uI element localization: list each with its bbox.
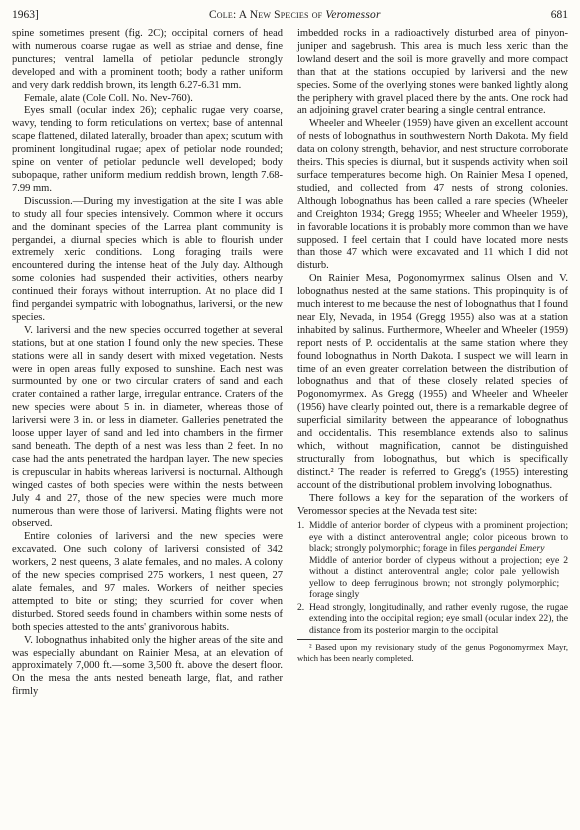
paragraph: V. lobognathus inhabited only the higher areas of the site and was especially abundant on Rainier Mesa, at an elevation of approximately 7,000 ft.—some 3,500 ft. above the desert floor. On the mesa the ants nested beneath large, flat, and rather firmly: [12, 634, 283, 698]
key-result: 2: [563, 554, 568, 566]
left-column: [12, 28, 283, 699]
header-title-prefix: Cole: A New Species of: [208, 9, 326, 21]
paragraph: spine sometimes present (fig. 2C); occipital corners of head with numerous coarse rugae as well as striae and dense, fine punctures; ventral lamella of petiolar peduncle strongly developed and with a prominent tooth; body a rather uniform and very dark reddish brown, its length 6.27-6.31 mm.: [12, 28, 283, 91]
header-title: [209, 8, 381, 22]
right-column: [297, 28, 568, 699]
paragraph: Entire colonies of lariversi and the new species were excavated. One such colony of lariversi consisted of 342 workers, 2 nest queens, 3 alate females, and no males. A colony of the new species comprised 275 workers, 1 nest queen, 27 alate females, and 97 males. Workers of neither species attempted to bite or sting; they scurried for cover when disturbed. Stored seeds found in chambers within some nests of both species attested to the ants' granivorous habits.: [12, 531, 283, 633]
paragraph: Wheeler and Wheeler (1959) have given an excellent account of nests of lobognathus in southwestern North Dakota. My field data on colony strength, behavior, and nest structure corroborate theirs. This species is diurnal, but it suspends activity when soil surface temperatures become high. On Rainier Mesa I opened, studied, and collected from 47 nests of strong colonies. Although lobognathus has been called a rare species (Wheeler and Creighton 1934; Gregg 1955; Wheeler and Wheeler 1959), in favorable locations it is probably more common than we have supposed. I feel certain that I could have located more nests than those 47 which were excavated and 11 which I did not disturb.: [297, 118, 568, 272]
paragraph: Discussion.—During my investigation at the site I was able to study all four species intensively. Common where it occurs and the dominant species of the Larrea plant community is pergandei, a diurnal species which is able to flourish under extremely xeric conditions. Long foraging trails were encountered during the intense heat of the July day. Although some colonies had suspended their activities, others nearby continued their forays without interruption. At no place did I find pergandei sympatric with lobognathus, lariversi, or the new species.: [12, 195, 283, 323]
header-year: 1963]: [12, 9, 39, 21]
key-result: pergandei Emery: [478, 543, 545, 555]
key-number: 2.: [297, 601, 305, 613]
key-lead-text: Middle of anterior border of clypeus without a projection; eye without a distinct anteroventral angle; color pale yellowish yellow to deep ferruginous brown; not strongly polymorphic; forage singly: [309, 554, 560, 601]
key-lead-b: [309, 555, 568, 601]
running-header: [12, 8, 568, 28]
footnote-rule: [297, 639, 357, 640]
paragraph: imbedded rocks in a radioactively disturbed area of pinyon-juniper and sagebrush. This area is much less xeric than the lowland desert and the soil is more gravelly and more compact than that at the stations occupied by lariversi and the new species. Some of the overlying stones were banked lightly along the periphery with gravel placed there by the ants. One rock had an adjoining gravel crater bearing a single central entrance.: [297, 28, 568, 117]
species-key: [297, 520, 568, 636]
paragraph: Eyes small (ocular index 26); cephalic rugae very coarse, wavy, tending to form reticulations on vertex; base of antennal scape flattened, dilated laterally, broader than apex; scutum with prominent longitudinal rugae; apex of petiolar node rounded; spine on venter of petiolar peduncle well developed; body subopaque, rather uniform medium reddish brown, length 7.68-7.99 mm.: [12, 105, 283, 194]
key-couplet-body: [309, 520, 568, 601]
key-couplet-1: [297, 520, 568, 601]
key-couplet-2: [297, 602, 568, 637]
key-lead-text: Middle of anterior border of clypeus with a prominent projection; eye with a distinct anteroventral angle; color piceous brown to black; strongly polymorphic; forage in files: [309, 520, 568, 555]
two-column-body: [12, 28, 568, 699]
paragraph: There follows a key for the separation of the workers of Veromessor species at the Nevada test site:: [297, 492, 568, 517]
header-title-genus: Veromessor: [325, 9, 381, 21]
key-lead-text: Head strongly, longitudinally, and rather evenly rugose, the rugae extending into the occipital region; eye small (ocular index 22), the distance from its posterior margin to the occipital: [309, 601, 568, 636]
key-lead-a: [309, 520, 568, 555]
page-number: 681: [550, 9, 568, 21]
paragraph: Female, alate (Cole Coll. No. Nev-760).: [24, 92, 193, 104]
key-number: 1.: [297, 520, 305, 532]
paragraph: V. lariversi and the new species occurred together at several stations, but at one station I found only the new species. These stations were all in sandy desert with mixed vegetation. Nests were in open areas fully exposed to sunshine. Each nest was surmounted by one or two circular craters of sand and each crater contained a rather large, irregular entrance. Craters of the new species were about 5 in. in diameter, whereas those of lariversi were 3 in. or less in diameter. Galleries penetrated the loose upper layer of sand and led into chambers in the firmer sand beneath. The depth of a nest was less than 2 feet. In no case had the ants penetrated the hardpan layer. The new species is crepuscular in habits whereas lariversi is nocturnal. Although winged castes of both species were within the nests between July 4 and 27, those of the new species were much more numerous than were those of lariversi. Mating flights were not observed.: [12, 324, 283, 530]
paragraph: On Rainier Mesa, Pogonomyrmex salinus Olsen and V. lobognathus nested at the same stations. This propinquity is of much interest to me because the nest of lobognathus that I found near Ely, Nevada, in 1954 (Gregg 1955) also was at a station inhabited by salinus. Furthermore, Wheeler and Wheeler (1959) report nests of P. occidentalis at the same station where they found lobognathus in North Dakota. I suspect we will learn in time of an even greater correlation between the distribution of lobognathus and that of these closely related species of Pogonomyrmex. As Gregg (1955) and Wheeler and Wheeler (1956) have clearly pointed out, there is a remarkable degree of superficial similarity between the appearance of lobognathus and occidentalis. This resemblance extends also to salinus which, without magnification, cannot be distinguished structurally from lobognathus, but which is specifically distinct.² The reader is referred to Gregg's (1955) interesting account of the distributional problem involving lobognathus.: [297, 273, 568, 491]
footnote: ² Based upon my revisionary study of the genus Pogonomyrmex Mayr, which has been nearly completed.: [297, 642, 568, 663]
